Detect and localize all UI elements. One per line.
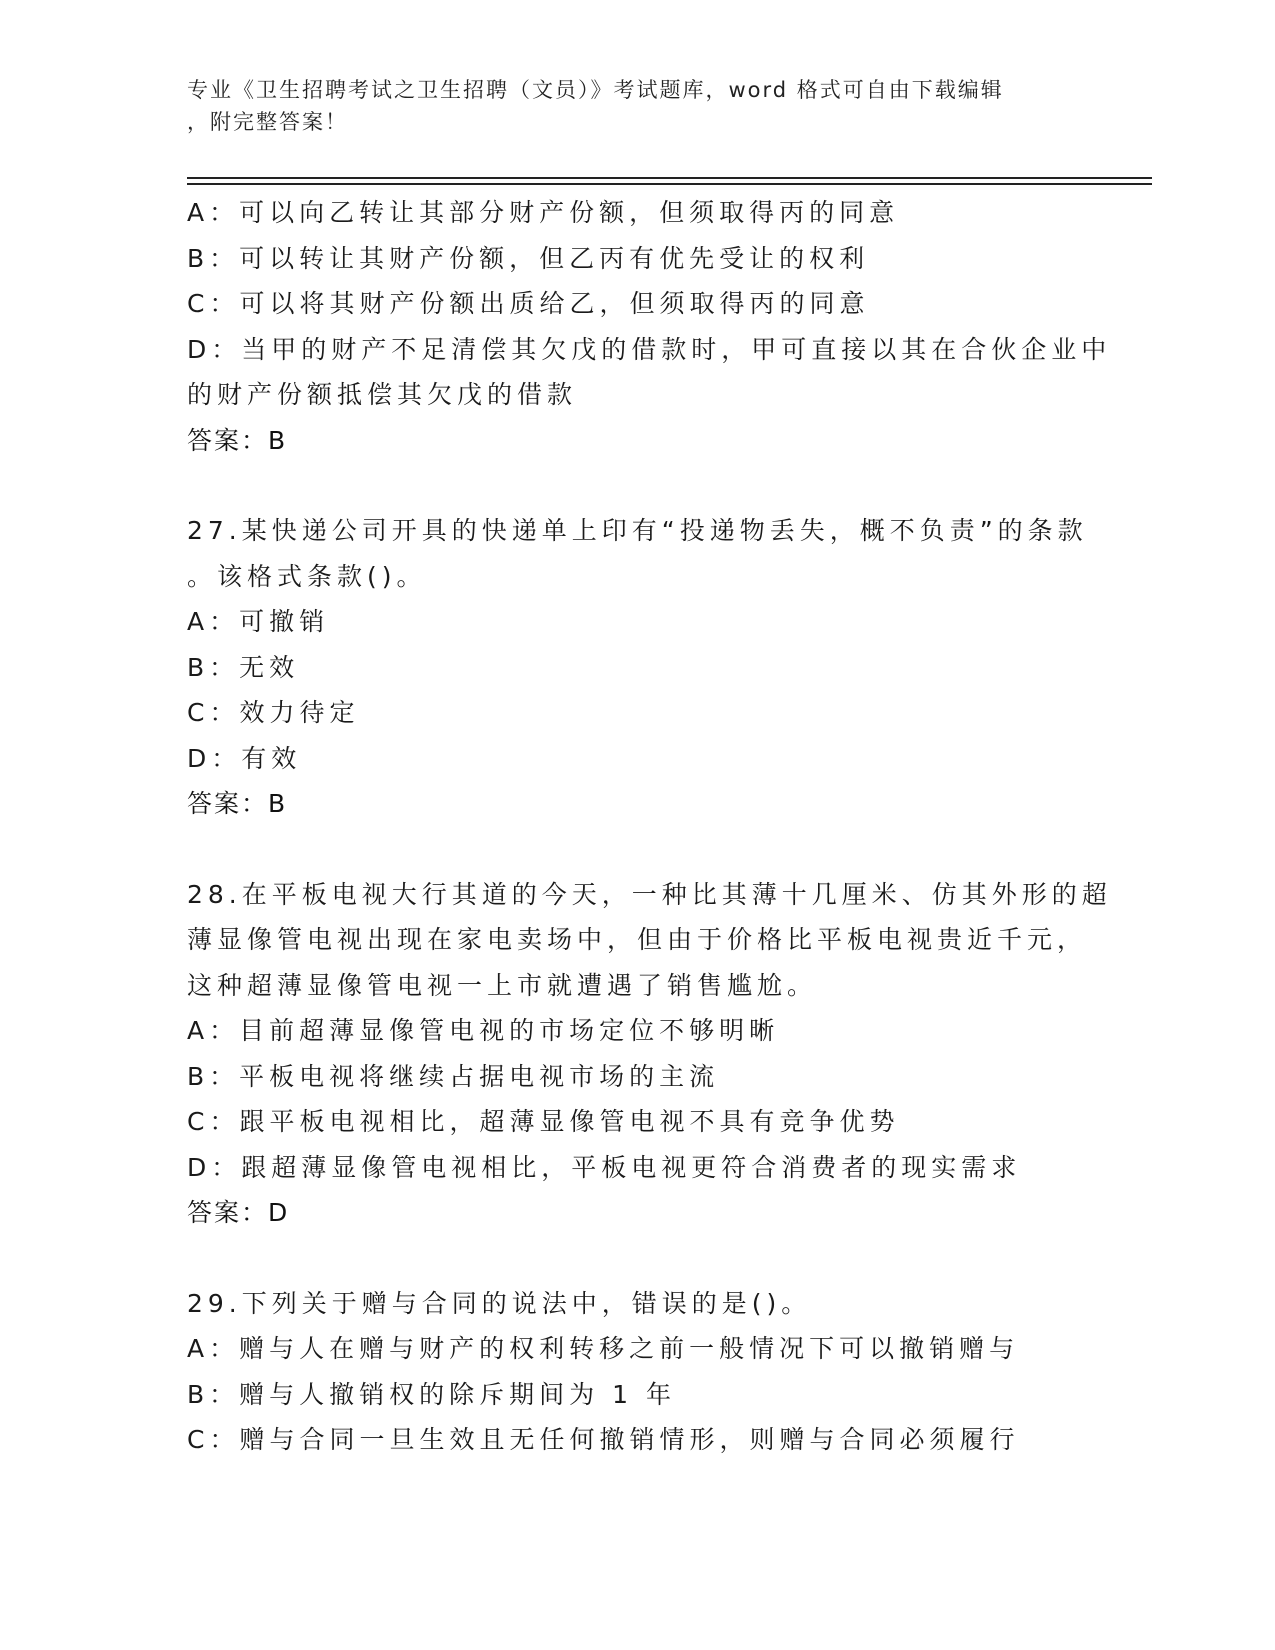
option-b: B：无效 [187, 652, 300, 682]
option-a: A：可撤销 [187, 607, 330, 636]
question-27 [187, 508, 1087, 827]
option-d-continued: 的财产份额抵偿其欠戊的借款 [187, 380, 578, 409]
question-stem-continued: 这种超薄显像管电视一上市就遭遇了销售尴尬。 [187, 970, 818, 1000]
answer: 答案：B [187, 425, 288, 455]
header-line-1: 专业《卫生招聘考试之卫生招聘（文员）》考试题库，word 格式可自由下载编辑 [187, 78, 1004, 102]
question-stem: 28.在平板电视大行其道的今天，一种比其薄十几厘米、仿其外形的超 [187, 879, 1112, 909]
option-c: C：跟平板电视相比，超薄显像管电视不具有竞争优势 [187, 1107, 900, 1136]
header-line-2: ，附完整答案！ [187, 110, 348, 134]
option-a: A：目前超薄显像管电视的市场定位不够明晰 [187, 1016, 780, 1045]
header-rule-top [187, 177, 1152, 179]
option-b: B：可以转让其财产份额，但乙丙有优先受让的权利 [187, 243, 870, 273]
question-stem-continued: 。该格式条款()。 [187, 561, 427, 591]
question-stem: 29.下列关于赠与合同的说法中，错误的是()。 [187, 1288, 812, 1318]
option-d: D：跟超薄显像管电视相比，平板电视更符合消费者的现实需求 [187, 1152, 1022, 1182]
document-header [187, 74, 1067, 138]
option-c: C：可以将其财产份额出质给乙，但须取得丙的同意 [187, 289, 870, 318]
option-d: D：当甲的财产不足清偿其欠戊的借款时，甲可直接以其在合伙企业中 [187, 334, 1112, 364]
question-26 [187, 190, 1112, 463]
option-a: A：赠与人在赠与财产的权利转移之前一般情况下可以撤销赠与 [187, 1334, 1020, 1363]
option-c: C：效力待定 [187, 698, 360, 727]
question-stem: 27.某快递公司开具的快递单上印有“投递物丢失，概不负责”的条款 [187, 516, 1088, 545]
question-stem-continued: 薄显像管电视出现在家电卖场中，但由于价格比平板电视贵近千元， [187, 925, 1088, 954]
option-a: A：可以向乙转让其部分财产份额，但须取得丙的同意 [187, 198, 900, 227]
question-28 [187, 872, 1112, 1236]
answer: 答案：B [187, 789, 288, 818]
option-b: B：平板电视将继续占据电视市场的主流 [187, 1061, 720, 1091]
question-29 [187, 1281, 1087, 1463]
option-b: B：赠与人撤销权的除斥期间为 1 年 [187, 1379, 676, 1409]
question-list [187, 190, 1112, 1463]
option-c: C：赠与合同一旦生效且无任何撤销情形，则赠与合同必须履行 [187, 1425, 1020, 1454]
option-d: D：有效 [187, 743, 302, 773]
header-rule-bottom [187, 183, 1152, 185]
answer: 答案：D [187, 1198, 290, 1227]
